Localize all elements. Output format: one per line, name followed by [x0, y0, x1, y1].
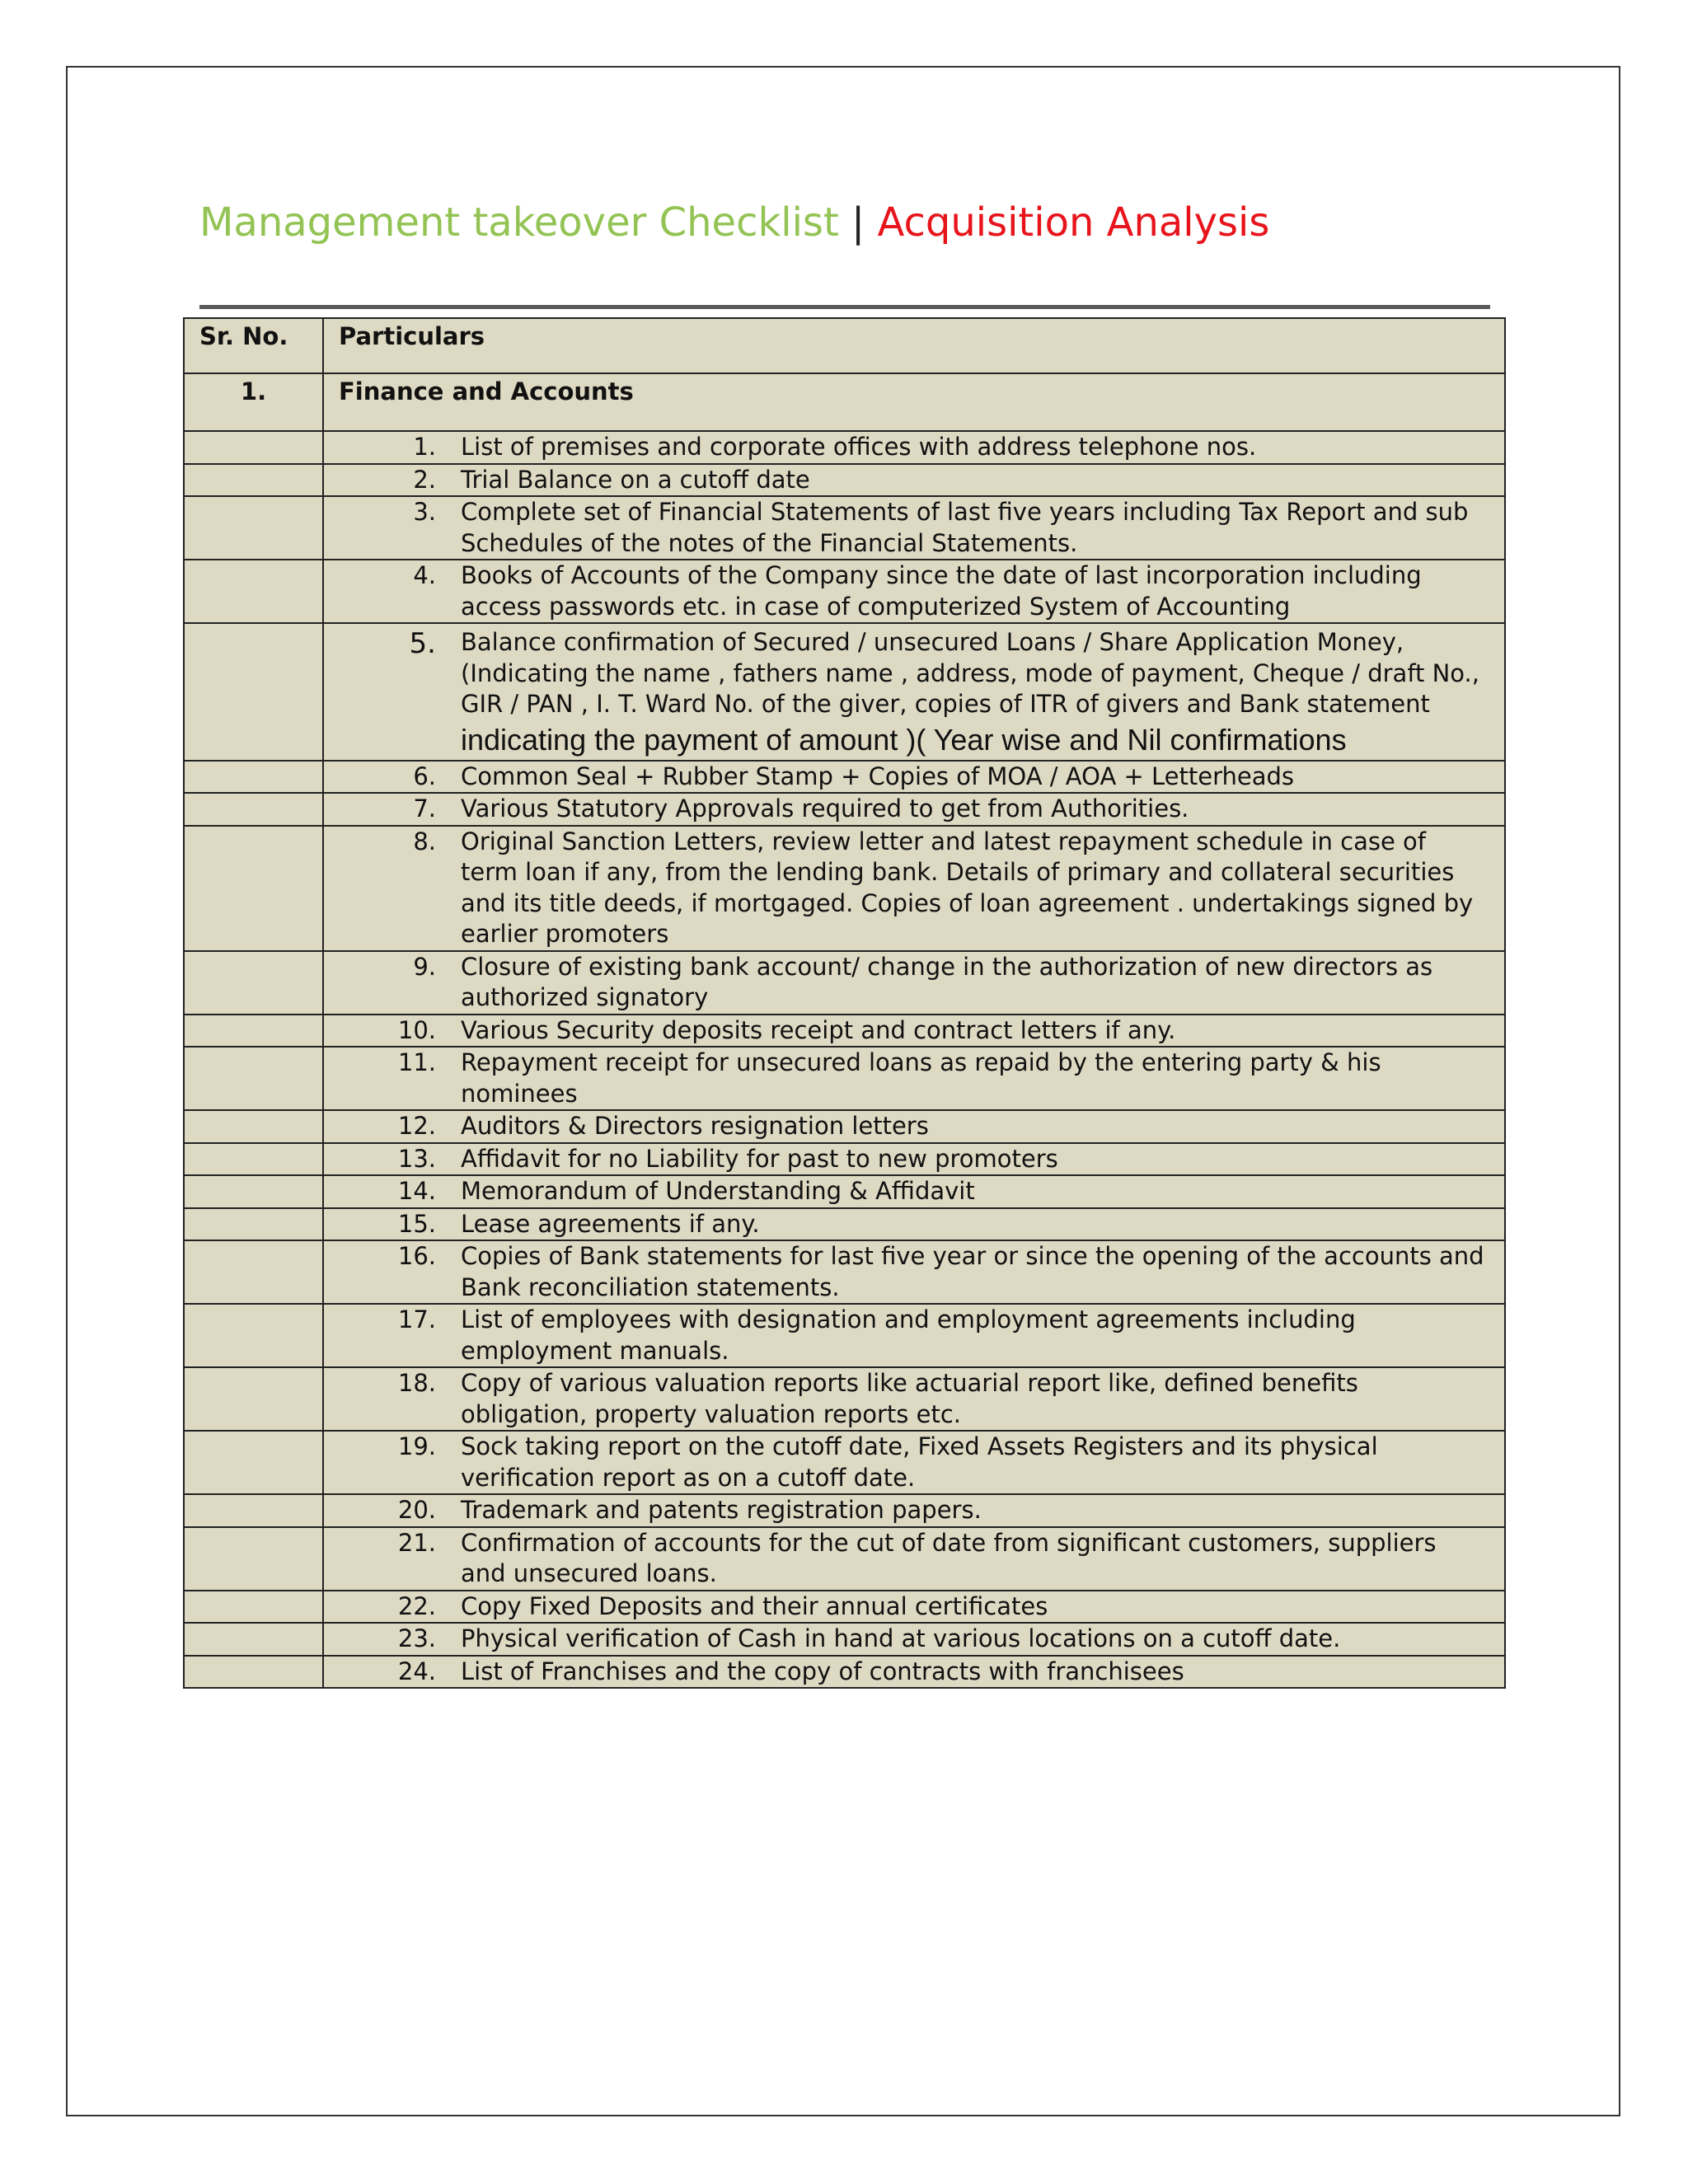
row-particulars-cell	[323, 761, 1505, 794]
table-row	[184, 1431, 1505, 1494]
row-particulars-cell	[323, 1047, 1505, 1110]
row-particulars-cell	[323, 1143, 1505, 1176]
item-text: List of premises and corporate offices with address telephone nos.	[461, 433, 1257, 461]
table-row	[184, 496, 1505, 560]
row-sr-no-cell	[184, 1015, 323, 1047]
item-number: 20.	[397, 1496, 436, 1524]
item-number: 9.	[413, 952, 436, 981]
item-number: 12.	[397, 1112, 436, 1140]
item-text-wrapper	[436, 1015, 1504, 1047]
row-sr-no-cell	[184, 826, 323, 951]
row-particulars-cell	[323, 1591, 1505, 1624]
row-sr-no-cell	[184, 623, 323, 761]
list-item	[324, 762, 1504, 793]
row-sr-no-cell	[184, 1494, 323, 1527]
list-item	[324, 1144, 1504, 1175]
row-particulars-cell	[323, 496, 1505, 560]
list-item	[324, 497, 1504, 559]
row-sr-no-cell	[184, 1208, 323, 1241]
row-particulars-cell	[323, 826, 1505, 951]
item-number: 11.	[397, 1048, 436, 1076]
row-particulars-cell	[323, 623, 1505, 761]
row-particulars-cell	[323, 1015, 1505, 1047]
item-text: Auditors & Directors resignation letters	[461, 1112, 929, 1140]
item-text-wrapper	[436, 627, 1504, 760]
item-text-wrapper	[436, 762, 1504, 793]
item-text: Closure of existing bank account/ change in the authorization of new directors as authorized signatory	[461, 952, 1433, 1011]
title-underline	[199, 305, 1490, 309]
table-row	[184, 1110, 1505, 1143]
item-text-wrapper	[436, 1305, 1504, 1366]
row-particulars-cell	[323, 1175, 1505, 1208]
header-row	[184, 318, 1505, 373]
page-title	[199, 198, 1269, 247]
item-number: 15.	[397, 1209, 436, 1238]
item-number: 21.	[397, 1528, 436, 1557]
item-number: 10.	[397, 1015, 436, 1044]
table-row	[184, 1304, 1505, 1367]
row-particulars-cell	[323, 1527, 1505, 1591]
row-particulars-cell	[323, 1110, 1505, 1143]
row-particulars-cell	[323, 1240, 1505, 1304]
row-sr-no-cell	[184, 560, 323, 623]
item-text: List of Franchises and the copy of contracts with franchisees	[461, 1657, 1184, 1685]
item-number: 24.	[397, 1657, 436, 1685]
row-sr-no-cell	[184, 496, 323, 560]
table-row	[184, 826, 1505, 951]
row-particulars-cell	[323, 1208, 1505, 1241]
item-text: Complete set of Financial Statements of last five years including Tax Report and sub Schedules of the notes of the Financial Statements.	[461, 498, 1469, 557]
list-item	[324, 1528, 1504, 1590]
item-number: 1.	[413, 433, 436, 461]
table-row	[184, 1494, 1505, 1527]
row-sr-no-cell	[184, 1367, 323, 1431]
item-number: 14.	[397, 1177, 436, 1205]
table-row	[184, 951, 1505, 1015]
item-text-wrapper	[436, 1528, 1504, 1590]
item-text: Trademark and patents registration papers.	[461, 1496, 982, 1524]
item-text: Sock taking report on the cutoff date, Fixed Assets Registers and its physical verification report as on a cutoff date.	[461, 1432, 1378, 1492]
table-row	[184, 1240, 1505, 1304]
row-sr-no-cell	[184, 1656, 323, 1689]
table-row	[184, 1591, 1505, 1624]
item-text: Trial Balance on a cutoff date	[461, 465, 810, 494]
row-sr-no-cell	[184, 431, 323, 464]
item-text-wrapper	[436, 1432, 1504, 1493]
row-sr-no-cell	[184, 1431, 323, 1494]
table-row	[184, 431, 1505, 464]
item-text-wrapper	[436, 1047, 1504, 1109]
table-row	[184, 1623, 1505, 1656]
row-sr-no-cell	[184, 1175, 323, 1208]
item-text: Common Seal + Rubber Stamp + Copies of MOA / AOA + Letterheads	[461, 762, 1295, 790]
item-number: 5.	[409, 627, 436, 660]
table-row	[184, 560, 1505, 623]
item-text-wrapper	[436, 1209, 1504, 1240]
list-item	[324, 1657, 1504, 1688]
item-text-wrapper	[436, 1368, 1504, 1430]
table-row	[184, 793, 1505, 826]
section-number: 1.	[184, 373, 323, 432]
item-text: Various Security deposits receipt and contract letters if any.	[461, 1015, 1176, 1044]
row-sr-no-cell	[184, 1143, 323, 1176]
row-sr-no-cell	[184, 1240, 323, 1304]
item-text: Confirmation of accounts for the cut of date from significant customers, suppliers and unsecured loans.	[461, 1528, 1437, 1587]
item-number: 7.	[413, 794, 436, 823]
item-text-continuation: indicating the payment of amount )( Year wise and Nil confirmations	[461, 722, 1347, 757]
table-row	[184, 1047, 1505, 1110]
row-sr-no-cell	[184, 1527, 323, 1591]
table-row	[184, 1656, 1505, 1689]
row-particulars-cell	[323, 951, 1505, 1015]
row-sr-no-cell	[184, 1591, 323, 1624]
table-row	[184, 1367, 1505, 1431]
item-text: Repayment receipt for unsecured loans as repaid by the entering party & his nominees	[461, 1048, 1381, 1108]
table-row	[184, 623, 1505, 761]
item-text-wrapper	[436, 952, 1504, 1014]
row-sr-no-cell	[184, 1623, 323, 1656]
list-item	[324, 827, 1504, 950]
item-text: Various Statutory Approvals required to get from Authorities.	[461, 794, 1189, 823]
item-number: 4.	[413, 561, 436, 589]
item-text-wrapper	[436, 1624, 1504, 1655]
list-item	[324, 1111, 1504, 1142]
item-text-wrapper	[436, 1144, 1504, 1175]
header-particulars: Particulars	[323, 318, 1505, 373]
item-text: Copies of Bank statements for last five year or since the opening of the accounts and Bank reconciliation statements.	[461, 1242, 1484, 1301]
item-text-wrapper	[436, 560, 1504, 622]
item-text-wrapper	[436, 1176, 1504, 1207]
item-text-wrapper	[436, 1241, 1504, 1303]
table-row	[184, 1175, 1505, 1208]
item-text-wrapper	[436, 1111, 1504, 1142]
item-number: 18.	[397, 1369, 436, 1397]
table-row	[184, 761, 1505, 794]
header-sr-no: Sr. No.	[184, 318, 323, 373]
list-item	[324, 1209, 1504, 1240]
row-particulars-cell	[323, 1494, 1505, 1527]
checklist-table	[183, 317, 1506, 1689]
item-text-wrapper	[436, 432, 1504, 463]
item-text: Memorandum of Understanding & Affidavit	[461, 1177, 975, 1205]
list-item	[324, 952, 1504, 1014]
item-text: List of employees with designation and employment agreements including employment manuals.	[461, 1305, 1356, 1365]
section-row	[184, 373, 1505, 432]
item-text-wrapper	[436, 497, 1504, 559]
list-item	[324, 1241, 1504, 1303]
item-text-wrapper	[436, 794, 1504, 825]
row-particulars-cell	[323, 1656, 1505, 1689]
item-text-wrapper	[436, 1591, 1504, 1623]
row-particulars-cell	[323, 1431, 1505, 1494]
item-text: Books of Accounts of the Company since the date of last incorporation including access passwords etc. in case of computerized System of Accounting	[461, 561, 1422, 621]
row-particulars-cell	[323, 431, 1505, 464]
list-item	[324, 560, 1504, 622]
item-text: Copy of various valuation reports like actuarial report like, defined benefits obligation, property valuation reports etc.	[461, 1369, 1358, 1428]
item-text: Lease agreements if any.	[461, 1209, 760, 1238]
row-particulars-cell	[323, 560, 1505, 623]
list-item	[324, 624, 1504, 760]
table-row	[184, 1527, 1505, 1591]
item-text: Original Sanction Letters, review letter and latest repayment schedule in case of term loan if any, from the lending bank. Details of primary and collateral securities and its title deeds, if mortgaged. Copies of loan agreement . undertakings signed by earlier promoters	[461, 827, 1474, 948]
item-number: 19.	[397, 1432, 436, 1460]
table-row	[184, 1208, 1505, 1241]
row-sr-no-cell	[184, 1047, 323, 1110]
item-text-wrapper	[436, 465, 1504, 496]
item-number: 22.	[397, 1591, 436, 1620]
list-item	[324, 1047, 1504, 1109]
item-number: 8.	[413, 827, 436, 855]
item-number: 13.	[397, 1144, 436, 1173]
row-particulars-cell	[323, 1304, 1505, 1367]
title-primary: Management takeover Checklist	[199, 199, 839, 246]
row-sr-no-cell	[184, 1110, 323, 1143]
row-sr-no-cell	[184, 1304, 323, 1367]
row-particulars-cell	[323, 793, 1505, 826]
item-text: Affidavit for no Liability for past to new promoters	[461, 1144, 1058, 1173]
list-item	[324, 1624, 1504, 1655]
list-item	[324, 1015, 1504, 1047]
title-secondary: Acquisition Analysis	[877, 199, 1270, 246]
item-number: 17.	[397, 1305, 436, 1333]
row-particulars-cell	[323, 1367, 1505, 1431]
list-item	[324, 1591, 1504, 1623]
list-item	[324, 1305, 1504, 1366]
item-text-wrapper	[436, 1495, 1504, 1526]
list-item	[324, 1432, 1504, 1493]
item-number: 16.	[397, 1242, 436, 1270]
item-text: Physical verification of Cash in hand at various locations on a cutoff date.	[461, 1624, 1341, 1652]
row-sr-no-cell	[184, 951, 323, 1015]
row-particulars-cell	[323, 464, 1505, 497]
table-row	[184, 1015, 1505, 1047]
table-row	[184, 464, 1505, 497]
row-sr-no-cell	[184, 464, 323, 497]
section-title: Finance and Accounts	[323, 373, 1505, 432]
item-number: 3.	[413, 498, 436, 526]
list-item	[324, 465, 1504, 496]
item-text: Balance confirmation of Secured / unsecured Loans / Share Application Money, (Indicating the name , fathers name , address, mode of payment, Cheque / draft No., GIR / PAN , I. T. Ward No. of the giver, copies of ITR of givers and Bank statement	[461, 628, 1479, 718]
row-particulars-cell	[323, 1623, 1505, 1656]
item-text: Copy Fixed Deposits and their annual certificates	[461, 1591, 1048, 1620]
title-separator: |	[851, 199, 865, 246]
item-text-wrapper	[436, 1657, 1504, 1688]
list-item	[324, 1495, 1504, 1526]
list-item	[324, 794, 1504, 825]
list-item	[324, 1368, 1504, 1430]
row-sr-no-cell	[184, 761, 323, 794]
item-number: 2.	[413, 465, 436, 494]
item-text-wrapper	[436, 827, 1504, 950]
item-number: 6.	[413, 762, 436, 790]
table-row	[184, 1143, 1505, 1176]
row-sr-no-cell	[184, 793, 323, 826]
list-item	[324, 432, 1504, 463]
list-item	[324, 1176, 1504, 1207]
item-number: 23.	[397, 1624, 436, 1652]
